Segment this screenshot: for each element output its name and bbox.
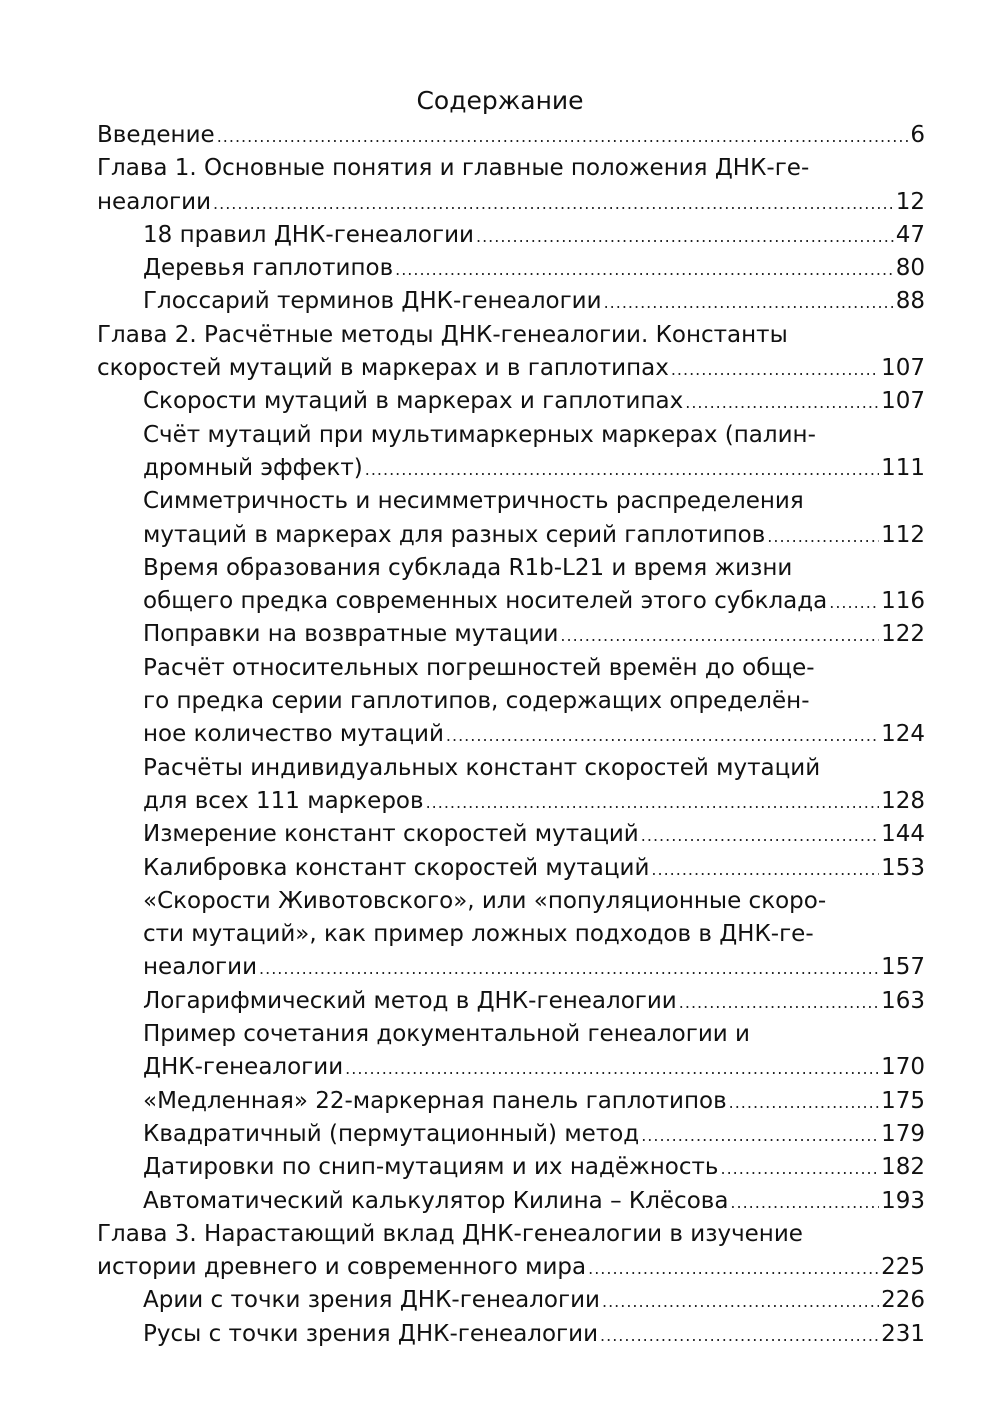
dot-leader	[604, 286, 894, 319]
toc-entry-text: Расчёты индивидуальных констант скоростей мутаций	[143, 754, 821, 781]
dot-leader	[641, 1119, 879, 1152]
toc-entry-line	[143, 1018, 925, 1051]
dot-leader	[679, 986, 879, 1019]
toc-entry-text: общего предка современных носителей этого субклада	[143, 588, 828, 615]
dot-leader	[365, 453, 879, 486]
toc-entry-line	[143, 1118, 925, 1151]
dot-leader	[426, 786, 880, 819]
page-number: 170	[881, 1054, 925, 1081]
toc-entry-text: Пример сочетания документальной генеалогии и	[143, 1021, 750, 1048]
toc-entry-line	[143, 1318, 925, 1351]
toc-section-entry[interactable]	[0, 219, 1000, 252]
toc-section-entry[interactable]	[0, 852, 1000, 885]
toc-entry-line	[143, 1051, 925, 1084]
page-number: 128	[881, 787, 925, 814]
toc-entry-text: Расчёт относительных погрешностей времён до обще-	[143, 654, 815, 681]
toc-entry-text: Глава 1. Основные понятия и главные положения ДНК-ге-	[97, 155, 810, 182]
toc-section-entry[interactable]	[0, 1118, 1000, 1151]
toc-entry-text: го предка серии гаплотипов, содержащих определён-	[143, 688, 810, 715]
dot-leader	[685, 386, 879, 419]
toc-entry-line	[143, 652, 925, 685]
toc-section-entry[interactable]	[0, 552, 1000, 619]
dot-leader	[395, 253, 894, 286]
toc-section-entry[interactable]	[0, 252, 1000, 285]
toc-entry-text: Введение	[97, 122, 215, 148]
toc-entry-line	[97, 319, 925, 352]
toc-entries	[0, 119, 1000, 1351]
toc-section-entry[interactable]	[0, 1318, 1000, 1351]
toc-entry-line	[143, 818, 925, 851]
toc-section-entry[interactable]	[0, 1085, 1000, 1118]
page-number: 225	[881, 1254, 925, 1281]
toc-entry-text: Арии с точки зрения ДНК-генеалогии	[143, 1287, 600, 1314]
dot-leader	[602, 1285, 879, 1318]
page-number: 112	[881, 521, 925, 548]
toc-chapter-entry[interactable]	[0, 319, 1000, 386]
toc-entry-text: Логарифмический метод в ДНК-генеалогии	[143, 987, 677, 1014]
page-number: 226	[881, 1287, 925, 1314]
toc-entry-text: Скорости мутаций в маркерах и гаплотипах	[143, 388, 684, 415]
toc-entry-line	[143, 485, 925, 518]
toc-entry-text: Измерение констант скоростей мутаций	[143, 821, 639, 848]
dot-leader	[259, 952, 879, 985]
toc-entry-text: Время образования субклада R1b-L21 и время жизни	[143, 554, 793, 581]
page-number: 193	[881, 1187, 925, 1214]
toc-entry-text: скоростей мутаций в маркерах и в гаплотипах	[97, 355, 669, 382]
toc-entry-line	[143, 1185, 925, 1218]
toc-entry-text: Счёт мутаций при мультимаркерных маркерах (палин-	[143, 421, 816, 448]
toc-entry-text: для всех 111 маркеров	[143, 787, 424, 814]
dot-leader	[651, 853, 879, 886]
dot-leader	[476, 220, 894, 253]
toc-section-entry[interactable]	[0, 1185, 1000, 1218]
toc-entry-text: истории древнего и современного мира	[97, 1254, 587, 1281]
toc-entry-text: Квадратичный (пермутационный) метод	[143, 1120, 640, 1147]
toc-section-entry[interactable]	[0, 752, 1000, 819]
toc-entry-line	[143, 519, 925, 552]
toc-section-entry[interactable]	[0, 885, 1000, 985]
dot-leader	[641, 819, 879, 852]
dot-leader	[560, 619, 879, 652]
toc-entry-line	[143, 918, 925, 951]
page-number: 144	[881, 821, 925, 848]
page-number: 111	[881, 454, 925, 481]
page-number: 231	[881, 1320, 925, 1347]
toc-entry-line	[143, 219, 925, 252]
page-number: 88	[895, 288, 925, 315]
page-number: 182	[881, 1154, 925, 1181]
toc-section-entry[interactable]	[0, 1018, 1000, 1085]
toc-entry-line	[143, 852, 925, 885]
toc-entry-text: неалогии	[97, 188, 212, 215]
toc-entry-line	[143, 552, 925, 585]
page-number: 122	[881, 621, 925, 648]
toc-entry-line	[97, 1218, 925, 1251]
toc-chapter-entry[interactable]	[0, 119, 1000, 152]
toc-entry-line	[143, 752, 925, 785]
page-number: 157	[881, 954, 925, 981]
toc-entry-line	[143, 685, 925, 718]
toc-entry-line	[143, 285, 925, 318]
toc-entry-text: Поправки на возвратные мутации	[143, 621, 559, 648]
toc-entry-line	[143, 1085, 925, 1118]
toc-entry-line	[97, 1251, 925, 1284]
toc-entry-text: Глоссарий терминов ДНК-генеалогии	[143, 288, 602, 315]
page-number: 175	[881, 1087, 925, 1114]
page-number: 12	[895, 188, 925, 215]
toc-entry-line	[143, 1151, 925, 1184]
toc-entry-line	[143, 785, 925, 818]
toc-entry-text: неалогии	[143, 954, 258, 981]
page-number: 153	[881, 854, 925, 881]
toc-entry-line	[143, 985, 925, 1018]
toc-section-entry[interactable]	[0, 485, 1000, 552]
toc-entry-text: Датировки по снип-мутациям и их надёжность	[143, 1154, 719, 1181]
toc-entry-line	[143, 618, 925, 651]
dot-leader	[767, 520, 879, 553]
toc-section-entry[interactable]	[0, 618, 1000, 651]
toc-section-entry[interactable]	[0, 1284, 1000, 1317]
toc-entry-line	[143, 452, 925, 485]
toc-entry-line	[97, 352, 925, 385]
toc-entry-line	[143, 885, 925, 918]
toc-entry-text: Русы с точки зрения ДНК-генеалогии	[143, 1320, 599, 1347]
toc-entry-text: Автоматический калькулятор Килина – Клёсова	[143, 1187, 729, 1214]
toc-entry-line	[143, 252, 925, 285]
toc-chapter-entry[interactable]	[0, 1218, 1000, 1285]
dot-leader	[720, 1152, 879, 1185]
dot-leader	[829, 586, 879, 619]
toc-entry-line	[97, 186, 925, 219]
toc-entry-line	[143, 585, 925, 618]
page-number: 47	[895, 221, 925, 248]
toc-entry-text: «Скорости Животовского», или «популяционные скоро-	[143, 887, 827, 914]
toc-entry-text: мутаций в маркерах для разных серий гаплотипов	[143, 521, 766, 548]
toc-entry-text: Глава 3. Нарастающий вклад ДНК-генеалогии в изучение	[97, 1220, 803, 1247]
dot-leader	[446, 719, 879, 752]
dot-leader	[671, 353, 879, 386]
toc-entry-text: Глава 2. Расчётные методы ДНК-генеалогии. Константы	[97, 321, 788, 348]
dot-leader	[588, 1252, 879, 1285]
toc-entry-text: «Медленная» 22-маркерная панель гаплотипов	[143, 1087, 727, 1114]
toc-section-entry[interactable]	[0, 985, 1000, 1018]
toc-title: Содержание	[416, 86, 584, 115]
toc-entry-line	[143, 718, 925, 751]
toc-entry-line	[143, 1284, 925, 1317]
dot-leader	[213, 187, 894, 220]
toc-section-entry[interactable]	[0, 1151, 1000, 1184]
page-number: 179	[881, 1120, 925, 1147]
toc-chapter-entry[interactable]	[0, 152, 1000, 219]
toc-entry-text: ное количество мутаций	[143, 721, 444, 748]
toc-section-entry[interactable]	[0, 419, 1000, 486]
toc-section-entry[interactable]	[0, 385, 1000, 418]
page-number: 124	[881, 721, 925, 748]
toc-entry-text: Симметричность и несимметричность распределения	[143, 488, 804, 515]
toc-entry-line	[97, 152, 925, 185]
page-number: 116	[881, 588, 925, 615]
page-number: 80	[895, 255, 925, 282]
toc-section-entry[interactable]	[0, 818, 1000, 851]
dot-leader	[600, 1319, 879, 1352]
toc-entry-line	[97, 119, 925, 152]
page-number: 163	[881, 987, 925, 1014]
page-number: 107	[881, 388, 925, 415]
dot-leader	[345, 1052, 879, 1085]
toc-entry-text: ДНК-генеалогии	[143, 1054, 344, 1081]
page-number: 6	[910, 122, 925, 148]
dot-leader	[729, 1086, 879, 1119]
toc-entry-line	[143, 419, 925, 452]
toc-section-entry[interactable]	[0, 285, 1000, 318]
page-number: 107	[881, 355, 925, 382]
dot-leader	[217, 120, 909, 153]
toc-entry-line	[143, 951, 925, 984]
toc-entry-line	[143, 385, 925, 418]
toc-entry-text: Деревья гаплотипов	[143, 255, 394, 282]
toc-entry-text: Калибровка констант скоростей мутаций	[143, 854, 650, 881]
toc-entry-text: 18 правил ДНК-генеалогии	[143, 221, 474, 248]
toc-section-entry[interactable]	[0, 652, 1000, 752]
toc-entry-text: сти мутаций», как пример ложных подходов в ДНК-ге-	[143, 921, 814, 948]
dot-leader	[730, 1186, 879, 1219]
toc-entry-text: дромный эффект)	[143, 454, 363, 481]
